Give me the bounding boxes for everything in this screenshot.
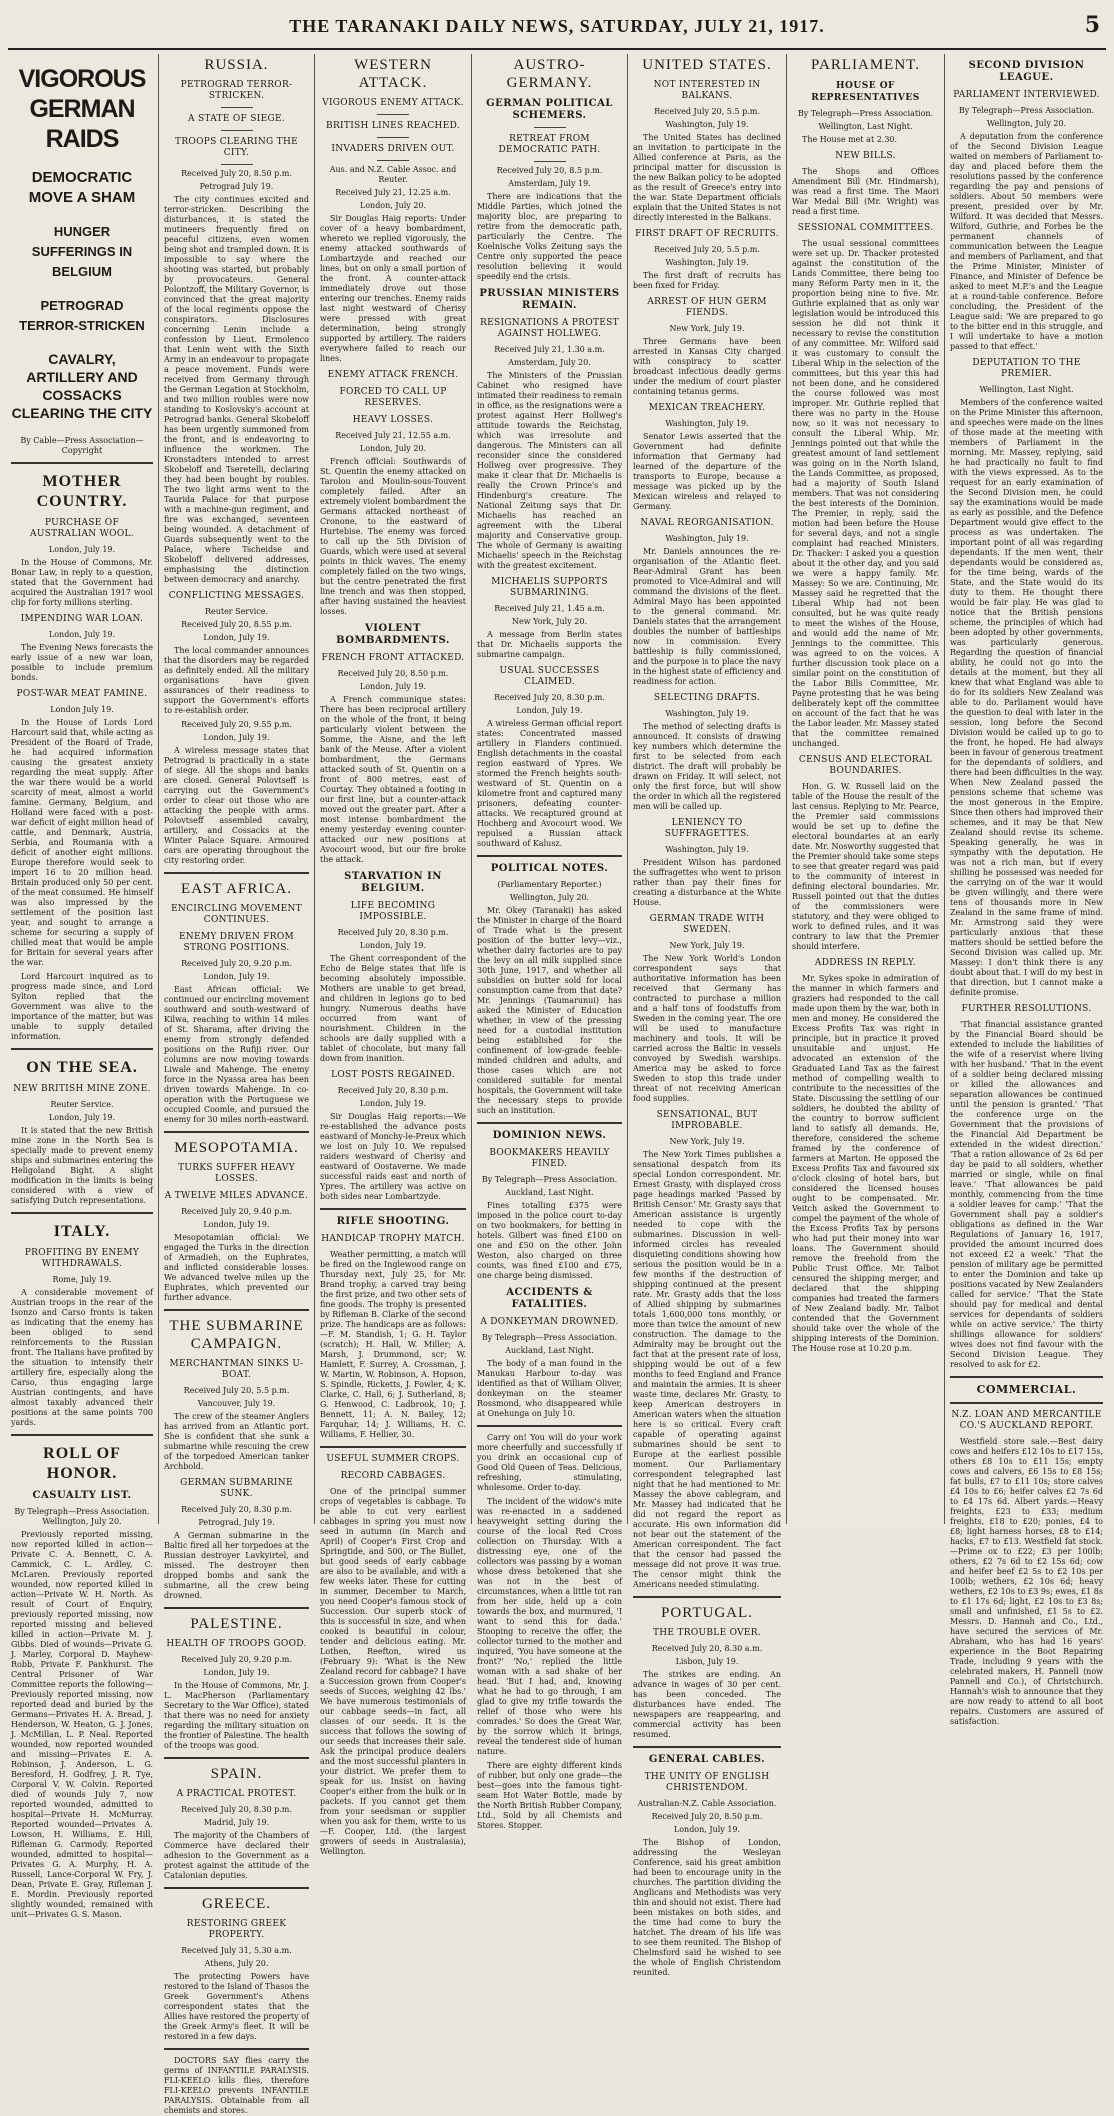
section-portugal: PORTUGAL. xyxy=(661,1605,753,1621)
dateline: Washington, July 19. xyxy=(665,709,749,718)
dateline: London, July 19. xyxy=(359,682,427,691)
dateline: Wellington, July 20. xyxy=(509,893,590,902)
article-text: Mr. Sykes spoke in admiration of the manner in which farmers and graziers had responded to the call made upon them by the war, both in men and money. He considered the Excess Profits Tax was right in principle, but in practice it proved unsuitable and unjust. He advocated an extension of the Graduated Land Tax as the fairest method of compelling wealth to contribute to the necessities of the State. Discussing the settling of our soldiers, he doubted the ability of the country to borrow sufficient land to satisfy all demands. He, therefore, considered the scheme framed by the conference of farmers at Marton. He opposed the Excess Profits Tax and favoured six o'clock closing of hotel bars, but considered the licensed houses ought to be compensated. Mr. Veitch asked the Government to compel the payment of the whole of the Excess Profits Tax by persons who had put their money into war loans. The Government should remove the freehold from the Public Trust Office. Mr. Talbot censured the shipping merger, and declared that the shipping companies had treated the farmers of New Zealand badly. Mr. Talbot contended that the Government should take over the whole of the shipping interests of the Dominion. The House rose at 10.20 p.m. xyxy=(792,974,939,1353)
headline: VIOLENT BOMBARDMENTS. xyxy=(336,623,450,646)
divider xyxy=(164,1887,309,1889)
masthead xyxy=(0,0,1114,46)
section-submarine: THE SUBMARINE CAMPAIGN. xyxy=(169,1318,304,1352)
wool-headline: PURCHASE OF AUSTRALIAN WOOL. xyxy=(30,518,134,539)
dateline: Madrid, July 19. xyxy=(203,1818,270,1827)
divider xyxy=(164,1757,309,1759)
article-text: In the House of Commons, Mr. J. L. MacPherson (Parliamentary Secretary to the War Office), stated that there was no need for anxiety regarding the military situation on the frontier of Palestine. The health of the troops was good. xyxy=(164,1681,309,1750)
section-mother-country: MOTHER COUNTRY. xyxy=(36,473,128,510)
section-commercial: COMMERCIAL. xyxy=(976,1383,1077,1396)
headline: TURKS SUFFER HEAVY LOSSES. xyxy=(178,1163,295,1184)
received-line: Received July 20, 8.50 p.m. xyxy=(337,669,449,678)
headline: A TWELVE MILES ADVANCE. xyxy=(164,1191,309,1201)
article-text: Hon. G. W. Russell laid on the table of the House the result of the last census. Replying to Mr. Pearce, the Premier said commissions would be set up to define the electoral boundaries at an early date. Mr. Nosworthy suggested that the Premier should take some steps to see that greater regard was paid to the community of interest in defining electoral boundaries. Mr. Russell pointed out that the duties of the commissioners were statutory, and they were obliged to work to defined rules, and it was contrary to law that the Premier should interfere. xyxy=(792,782,939,951)
headline: MICHAELIS SUPPORTS SUBMARINING. xyxy=(491,577,608,598)
divider xyxy=(320,1208,466,1210)
masthead-rule xyxy=(8,48,1106,50)
dateline: London, July 19. xyxy=(203,1668,270,1677)
received-line: Received July 20, 5.5 p.m. xyxy=(654,245,760,254)
headline: STARVATION IN BELGIUM. xyxy=(344,871,442,894)
article-text: The body of a man found in the Manukau Harbour to-day was identified as that of William Oliver, donkeyman on the steamer Rossmond, who disappeared while at Onehunga on July 10. xyxy=(477,1359,622,1418)
article-text: A wireless message states that Petrograd is practically in a state of siege. All the shops and banks are closed. General Polovtseff is carrying out the Government's order to clear out those who are attacking the people with arms. Polovtseff assembled cavalry, artillery, and Cossacks at the Winter Palace Square. Armoured cars are operating throughout the city restoring order. xyxy=(164,746,309,865)
article-text: A considerable movement of Austrian troops in the rear of the Isonzo and Carso fronts is taken as indicating that the enemy has been obliged to send reinforcements to the Russian front. The Italians have profited by the situation to intensify their artillery fire, especially along the Carso, thus engaging large Austrian contingents, and have almost taxably advanced their positions at the same points 700 yards. xyxy=(11,1288,153,1427)
headline: HEAVY LOSSES. xyxy=(352,415,434,425)
article-text: The majority of the Chambers of Commerce have declared their adhesion to the Government as a protest against the attitude of the Catalonian deputies. xyxy=(164,1831,309,1880)
article-text: The Ghent correspondent of the Echo de Belge states that life is becoming absolutely impossible. Mothers are unable to get bread, and children in legions go to bed hungry. Numerous deaths have occurred from want of nourishment. Children in the schools are daily supplied with a tablet of chocolate, but many fall down from inanition. xyxy=(320,954,466,1063)
dateline: Wellington, Last Night. xyxy=(979,385,1074,394)
section-roll-of-honor: ROLL OF HONOR. xyxy=(43,1445,121,1482)
headline: NAVAL REORGANISATION. xyxy=(640,518,774,528)
dateline: Athens, July 20. xyxy=(204,1959,269,1968)
dash xyxy=(377,160,409,161)
page-number: 5 xyxy=(1084,12,1100,38)
received-line: Received July 21, 1.30 a.m. xyxy=(494,345,605,354)
loan-headline: IMPENDING WAR LOAN. xyxy=(20,614,144,624)
dateline: New York, July 19. xyxy=(669,324,745,333)
section-united-states: UNITED STATES. xyxy=(642,57,772,73)
italy-headline: PROFITING BY ENEMY WITHDRAWALS. xyxy=(24,1248,140,1269)
received-line: Received July 20, 8.30 a.m. xyxy=(651,1644,763,1653)
received-line: Received July 20, 8.55 p.m. xyxy=(181,620,292,629)
received-line: Received July 20, 5.5 p.m. xyxy=(183,1386,290,1395)
article-text: Mesopotamian official: We engaged the Turks in the direction of Armadieh, on the Euphrates, and inflicted considerable losses. We advanced twelve miles up the Euphrates, which prevented our further advance. xyxy=(164,1233,309,1302)
dateline: London, July 19. xyxy=(673,1825,741,1834)
headline: PARLIAMENT INTERVIEWED. xyxy=(953,90,1100,100)
article-text: Mr. Daniels announces the re-organisation of the Atlantic fleet. Rear-Admiral Grant has been promoted to Vice-Admiral and will command the divisions of the fleet. Admiral Mayo has been appointed to the general command. Mr. Daniels states that the arrangement doubles the number of battleships now in commission. Every battleship is fully commissioned, and the purpose is to place the navy in the highest state of efficiency and readiness for action. xyxy=(633,547,781,686)
headline: A STATE OF SIEGE. xyxy=(188,114,285,124)
dateline: Washington, July 19. xyxy=(665,120,749,129)
received-line: Received July 21, 12.25 a.m. xyxy=(335,188,451,197)
received-line: Received July 21, 1.45 a.m. xyxy=(494,604,605,613)
divider xyxy=(633,1596,781,1598)
credit: Reuter Service. xyxy=(204,607,269,616)
headline: THE TROUBLE OVER. xyxy=(652,1628,762,1638)
column-4 xyxy=(472,54,627,1830)
divider xyxy=(950,1402,1103,1404)
section-on-the-sea: ON THE SEA. xyxy=(26,1059,138,1076)
credit: Reuter Service. xyxy=(50,1100,114,1109)
article-text: The protecting Powers have restored to the Island of Thasos the Greek Government's Athens correspondent states that the Allies have restored the property of the Greek Army's fleet. It will be restored in a few days. xyxy=(164,1972,309,2041)
divider xyxy=(11,462,153,464)
article-text: French official: Southwards of St. Quentin the enemy attacked on Tarolou and Moulin-sous-Touvent completely failed. After an extremely violent bombardment the Germans attacked northeast of Cronone, to the eastward of Hurtebise. The enemy was forced to call up the 5th Division of Guards, which were used at several points in thick waves. The enemy completely failed on the two wings, but the centre penetrated the first line trench and was then stopped, after having sustained the heaviest losses. xyxy=(320,457,466,616)
headline: VIGOROUS ENEMY ATTACK. xyxy=(322,98,464,108)
dash xyxy=(377,114,409,115)
dateline: London, July 19. xyxy=(203,972,270,981)
headline: USEFUL SUMMER CROPS. xyxy=(326,1454,460,1464)
credit: By Telegraph—Press Association. xyxy=(797,109,934,118)
mine-headline: NEW BRITISH MINE ZONE. xyxy=(13,1084,151,1094)
headline: ENCIRCLING MOVEMENT CONTINUES. xyxy=(171,904,302,925)
advertisement: There are eighty different kinds of rubber, but only one grade—the best—goes into the famous tight-seam Hot Water Bottle, made by the North British Rubber Company, Ltd., Sold by all Chemists and Stores. Stopper. xyxy=(477,1761,622,1830)
article-text: The crew of the steamer Anglers has arrived from an Atlantic port. She is confident that she sunk a submarine while rescuing the crew of the torpedoed American tanker Archbold. xyxy=(164,1412,309,1471)
headline: INVADERS DRIVEN OUT. xyxy=(331,144,455,154)
cable-credit: By Cable—Press Association—Copyright xyxy=(20,436,144,455)
headline: DEPUTATION TO THE PREMIER. xyxy=(972,358,1081,379)
headline: FIRST DRAFT OF RECRUITS. xyxy=(635,229,779,239)
section-austro-germany: AUSTRO-GERMANY. xyxy=(506,57,593,91)
headline: FORCED TO CALL UP RESERVES. xyxy=(339,387,447,408)
dateline: London, July 19. xyxy=(48,545,116,554)
received-line: Received July 20, 8.50 p.m. xyxy=(651,1812,763,1821)
article-text: A wireless German official report states: Concentrated massed artillery in Flanders continued. English detachments in the coastal region eastward of Ypres. We stormed the French heights south-westward of St. Quentin on a kilometre front and captured many prisoners, defeating counter-attacks. We recaptured ground at Hochberg and Avocourt wood. We repulsed a Russian attack southward of Kalusz. xyxy=(477,719,622,848)
headline: GERMAN SUBMARINE SUNK. xyxy=(180,1478,293,1499)
dateline: Petrograd, July 19. xyxy=(198,1518,275,1527)
headline: RETREAT FROM DEMOCRATIC PATH. xyxy=(498,134,601,155)
credit: Aus. and N.Z. Cable Assoc. and Reuter. xyxy=(329,165,457,184)
headline: MERCHANTMAN SINKS U-BOAT. xyxy=(169,1359,304,1380)
masthead-title: THE TARANAKI DAILY NEWS, SATURDAY, JULY 21, 1917. xyxy=(289,16,825,36)
headline: NEW BILLS. xyxy=(835,151,896,161)
dash xyxy=(377,137,409,138)
dateline: Washington, July 19. xyxy=(665,419,749,428)
article-text: Weather permitting, a match will be fired on the Inglewood range on Thursday next, July 25, for Mr. Brand trophy, a carved tray being the first prize, and two other sets of fine goods. The trophy is presented by Rifleman B. Clarke of the second prize. The handicaps are as follows:—F. M. Standish, 1; G. H. Taylor (scratch); H. Hall, W. Miller; A. Marsh, J. Drummond, scr; W. Hamlett, F. Surrey, A. Crossman, J. W. Martin, W. Robinson, A. Hopson, S. Spindle, Ricketts, J. Fowler, 4; K. Clarke, C. Hall, 6; J. Sutherland, 8; G. Henwood, C. Ladbrook, 10; J. Bennett, 11; A. N. Bailey, 12; Farquhar, 14; J. Williams, H. C. Williams, F. Hellier, 30. xyxy=(320,1250,466,1439)
headline: HEALTH OF TROOPS GOOD. xyxy=(166,1639,307,1649)
dash xyxy=(221,130,253,131)
dateline: London, July 19. xyxy=(48,630,116,639)
lead-headline: VIGOROUS GERMAN RAIDS xyxy=(18,65,146,153)
received-line: Received July 20, 5.5 p.m. xyxy=(654,107,760,116)
article-text: There are indications that the Middle Parties, which joined the majority bloc, are preparing to retire from the democratic path, particularly the Centre. The Koelnische Volks Zeitung says the Centre only supported the peace resolution believing it would speedily end the crisis. xyxy=(477,192,622,281)
article-text: A French communique states: There has been reciprocal artillery on the whole of the front, it being particularly violent between the Somme, the Aisne, and the left bank of the Meuse. After a violent bombardment, the Germans attacked south of St. Quentin on a front of 800 metres, east of Courtay. They obtained a footing in our first line, but a counter-attack moved out the greater part. After a most intense bombardment the enemy yesterday evening counter-attacked our new positions at Avocourt wood, but our fire broke the attack. xyxy=(320,695,466,864)
article-text: In the House of Lords Lord Harcourt said that, while acting as President of the Board of Trade, he had acquired information causing the greatest anxiety regarding the meat supply. After the war there would be a world scarcity of meat, almost a world famine. Germany, Belgium, and Holland were faced with a post-war deficit of eight million head of cattle, and Denmark, Austria, Serbia, and Roumania with a deficit of another eight millions. Europe therefore would seek to import 16 to 20 million head. Britain produced only 50 per cent. of the meat consumed. He himself was also impressed by the settlement of the position last year, and sought to arrange a scheme for securing a supply of chilled meat that would be ample for Britain for several years after the war. xyxy=(11,718,153,967)
headline: CONFLICTING MESSAGES. xyxy=(168,591,305,601)
article-text: Members of the conference waited on the Prime Minister this afternoon, and speeches were made on the lines of those made at the meeting with members of Parliament in the morning. Mr. Massey, replying, said he had practically no fault to find with the views expressed. As to the request for an early examination of the Second Division men, he could say the examinations would be made as early as possible, and the Defence Department would give effect to the process as was undertaken. The important point of all was regarding dependants. If the men went, their dependants would be considered as, for the time being, wards of the State, and the State would do its duty to them. He thought there would be fair play. He was glad to notice that the British pensions scheme, the principles of which had been adopted by other governments, was particularly generous. Regarding the question of financial ability, he could not go into the details at the moment, but they all knew that what England was able to do for its soldiers New Zealand was able to do. Parliament would have the question to deal with later in the session, long before the Second Division would be called up to go to the front, he hoped. He had always been in favour of generous treatment for the dependants of soldiers, and there had been difficulties in the way. When New Zealand passed the pensions scheme that scheme was the most generous in the Empire. Since then others had improved their schemes, and it may be that New Zealand should revise its scheme. Speaking generally, he was in sympathy with the deputation. He was not a rich man, but if every shilling he possessed was needed for the carrying on of the war it would be given willingly, and there were tens of thousands more in New Zealand in the same frame of mind. Mr. Armstrong said they were particularly anxious that these matters should be settled before the Second Division was called up. Mr. Massey: I don't think there is any doubt about that. I will do my best in that direction, but I cannot make a definite promise. xyxy=(950,398,1103,997)
article-text: In the House of Commons, Mr. Bonar Law, in reply to a question, stated that the Government had acquired the Australian 1917 wool clip for forty millions sterling. xyxy=(11,558,153,607)
credit: By Telegraph—Press Association. xyxy=(481,1175,618,1184)
received-line: Received July 20, 9.55 p.m. xyxy=(181,720,292,729)
column-2 xyxy=(159,54,314,2115)
headline: SESSIONAL COMMITTEES. xyxy=(797,223,934,233)
received-line: Received July 20, 8.30 p.m. xyxy=(181,1805,292,1814)
casualty-headline: CASUALTY LIST. xyxy=(32,1490,132,1501)
dateline: London, July 19. xyxy=(516,706,583,715)
divider xyxy=(477,1425,622,1427)
headline: LIFE BECOMING IMPOSSIBLE. xyxy=(350,901,436,922)
divider xyxy=(11,1212,153,1214)
article-text: It is stated that the new British mine zone in the North Sea is specially made to prevent enemy ships and submarines entering the Heligoland Bight. A slight modification in the limits is being considered with a view of satisfying Dutch representations. xyxy=(11,1126,153,1205)
dateline: London, July 19. xyxy=(359,1099,427,1108)
article-text: A message from Berlin states that Dr. Michaelis supports the submarine campaign. xyxy=(477,630,622,659)
article-text: The Ministers of the Prussian Cabinet who resigned have intimated their readiness to remain in office, as the resignations were a protest against Herr Hollweg's attitude towards the Reichstag, which was irresolute and dangerous. The Ministers can all reconsider since the considered Hollweg over progressive. They make it clear that Dr. Michaelis is really the Crown Prince's and Hindenburg's creature. The National Zeitung says that Dr. Michaelis has reached an agreement with the Liberal majority and Conservative group. The whole of Germany is awaiting Michaelis' speech in the Reichstag with the greatest excitement. xyxy=(477,371,622,570)
headline: LOST POSTS REGAINED. xyxy=(331,1070,455,1080)
dateline: New York, July 19. xyxy=(669,941,745,950)
dateline: London, July 19. xyxy=(203,1220,270,1229)
article-text: The strikes are ending. An advance in wages of 30 per cent. has been conceded. The disturbances have ended. The newspapers are reappearing, and commercial activity has been resumed. xyxy=(633,1670,781,1739)
divider xyxy=(164,2048,309,2050)
divider xyxy=(11,1434,153,1436)
headline: BRITISH LINES REACHED. xyxy=(326,121,460,131)
headline: ARREST OF HUN GERM FIENDS. xyxy=(647,297,767,318)
credit: (Parliamentary Reporter.) xyxy=(497,880,602,889)
article-text: The city continues excited and terror-stricken. Describing the disturbances, it is stated the mutineers frequently fired on peaceful citizens, even women being shot and trampled down. It is impossible to say where the shooting was started, but probably by provocateurs. General Polontzoff, the Military Governor, is convinced that the great majority of the local regiments oppose the conspirators. Disclosures concerning Lenin include a confession by Lieut. Ermolenco that Lenin went with the Sixth Army in an endeavour to propagate a peace movement. Funds were received from Germany through the German Legation at Stockholm, and two million roubles were now standing to Koslovsky's account at Petrograd banks. General Skobeloff has been urgently summoned from the front, and is endeavoring to influence the workmen. The Kronstadters intended to arrest Skobeloff and Tseretelli, declaring they had been bought by roubles. The two light arms went to the Taurida Palace for that purpose with a machine-gun regiment, and fire was exchanged, seventeen being wounded. A detachment of Guards subsequently went to the Palace, where Tscheidse and Skobeloff delivered addresses, emphasising the distinction between democracy and anarchy. xyxy=(164,195,309,584)
article-text: Sir Douglas Haig reports:—We re-established the advance posts eastward of Monchy-le-Preux which we lost on July 10. We repulsed raiders westward of Cherisy and eastward of Oostaverne. We made successful raids east and north of Ypres. The artillery was active on both sides near Lombartzyde. xyxy=(320,1112,466,1201)
headline: A PRACTICAL PROTEST. xyxy=(176,1789,297,1799)
divider xyxy=(477,1122,622,1124)
section-russia: RUSSIA. xyxy=(204,57,269,73)
article-text: A deputation from the conference of the Second Division League waited on members of Parliament to-day and placed before them the resolutions passed by the conference regarding the pay and pensions of soldiers. About 50 members were present, presided over by Mr. Wilford. It was decided that Messrs. Wilford, Guthrie, and Forbes be the permanent channels of communication between the League and members of Parliament, and that the Prime Minister, Minister of Finance, and Minister of Defence be asked to meet M.P.'s and the League at a round-table conference. Before concluding, the President of the League said: 'We are prepared to go to the bitter end in this struggle, and I will undertake to have a motion passed to that effect.' xyxy=(950,132,1103,351)
article-text: The method of selecting drafts is announced. It consists of drawing key numbers which determine the first to be selected from each district. The draft will probably be drawn on Friday. It will select, not only the first force, but will show the order in which all the registered men will be called up. xyxy=(633,722,781,811)
article-text: The House met at 2.30. xyxy=(802,135,898,144)
divider xyxy=(320,1446,466,1448)
divider xyxy=(633,1746,781,1748)
dateline: New York, July 19. xyxy=(669,1137,745,1146)
article-text: The usual sessional committees were set up. Dr. Thacker protested against the constitution of the Lands Committee, there being too many Reform Party men in it, the proportion being nine to five. Mr. Guthrie explained that as only war legislation would be introduced this session he did not think it necessary to revise the constitution of any committee. Mr. Wilford said it was customary to consult the Liberal Whip in the selection of the committees, but this year this had not been done, and he considered the course followed was most improper. Mr. Guthrie replied that there was no party in the House now, so it was not necessary to consult the Liberal Whip. Mr. Jennings pointed out that while the greatest amount of land settlement was going on in the North Island, the Lands Committee, as proposed, had a majority of South Island members. That was not considering the best interests of the Dominion. The Premier, in reply, said the motion had been before the House for several days, and not a single complaint had reached Ministers. Dr. Thacker: I asked you a question about it the other day, and you said we were a happy family. Mr. Massey: So we are. Continuing, Mr. Massey said he regretted that the Liberal Whip had not been consulted, but he was quite ready to meet the wishes of the House, and would add the name of Mr. Jennings to the committee. This was agreed to on the voices. A further discussion took place on a similar point on the constitution of the Labor Bills Committee, Mr. Payne protesting that he was being deliberately kept off the committee on account of the fact that he was the Labor leader. Mr. Massey stated that the committee remained unchanged. xyxy=(792,239,939,748)
divider xyxy=(164,872,309,874)
divider xyxy=(164,1607,309,1609)
dateline: Rome, July 19. xyxy=(52,1275,112,1284)
received-line: Received July 20, 8.30 p.m. xyxy=(337,1086,449,1095)
received-line: Received July 20, 9.20 p.m. xyxy=(181,1655,292,1664)
article-text: Lord Harcourt inquired as to progress made since, and Lord Sylton replied that the Government was alive to the importance of the matter, but was unable to supply detailed information. xyxy=(11,972,153,1041)
dateline: London, July 20. xyxy=(359,444,427,453)
headline: GERMAN TRADE WITH SWEDEN. xyxy=(649,914,765,935)
headline: NOT INTERESTED IN BALKANS. xyxy=(653,80,761,101)
article-text: The first draft of recruits has been fixed for Friday. xyxy=(633,271,781,290)
famine-headline: POST-WAR MEAT FAMINE. xyxy=(16,689,148,699)
dateline: Vancouver, July 19. xyxy=(197,1399,276,1408)
received-line: Received July 20, 9.20 p.m. xyxy=(181,959,292,968)
article-text: Previously reported missing, now reported killed in action—Private C. A. Bennett, C. A. Cammick, C. L. Ardley, C. McLaren. Previously reported wounded, now reported killed in action—Private W. H. North. As result of Court of Enquiry, previously reported missing, now reported missing and believed killed in action—Private M. J. Gibbs. Died of wounds—Private G. J. Marley, Corporal D. Mayhew-Robb, Private F. Pankhurst. The Central Prisoner of War Committee reports the following—Previously reported missing, now reported dead and buried by the Germans—Privates H. A. Bread, J. Henderson, W. Heaton, G. J. Jones, J. McMillan, L. P. Neal. Reported wounded, now reported wounded and missing—Privates E. A. Robinson, J. Anderson, L. G. Beresford, H. Godfrey, J. R. Tye, Corporal V. W. Colvin. Reported died of wounds July 7, now reported wounded, admitted to hospital—Private H. McMurray. Reported wounded—Privates A. Lowson, H. Williams, E. Hill, Rifleman G. Carmody. Reported wounded, admitted to hospital—Privates G. A. Murphy, H. A. Russell, Lance-Corporal W. Fry, J. Dean, Private E. Gray, Rifleman J. E. Mordin. Previously reported slightly wounded, remained with unit—Privates G. S. Mason. xyxy=(11,1530,153,1919)
dash xyxy=(221,164,253,165)
article-text: Senator Lewis asserted that the Government had definite information that Germany had learned of the departure of the transports to Europe, because a message was picked up by the Mexican wireless and relayed to Germany. xyxy=(633,432,781,511)
headline: SELECTING DRAFTS. xyxy=(653,693,761,703)
dateline: Wellington, July 20. xyxy=(986,119,1067,128)
section-general-cables: GENERAL CABLES. xyxy=(648,1754,766,1765)
column-3 xyxy=(315,54,471,1856)
dateline: London, July 19. xyxy=(359,941,427,950)
article-text: The local commander announces that the disorders may be regarded as definitely ended. All the military organisations have given assurances of their readiness to support the Government's efforts to re-establish order. xyxy=(164,646,309,715)
dateline: Amsterdam, July 19. xyxy=(508,179,591,188)
headline: A DONKEYMAN DROWNED. xyxy=(480,1317,619,1327)
received-line: Received July 20, 9.40 p.m. xyxy=(181,1207,292,1216)
dateline: London July 19. xyxy=(50,705,114,714)
column-6 xyxy=(787,54,944,1524)
dateline: Washington, July 19. xyxy=(665,845,749,854)
credit: By Telegraph—Press Association. xyxy=(958,106,1095,115)
column-7 xyxy=(945,54,1108,1726)
subhead-cavalry: CAVALRY, ARTILLERY AND COSSACKS CLEARING THE CITY xyxy=(11,351,153,421)
section-dominion-news: DOMINION NEWS. xyxy=(492,1130,607,1141)
dateline: Lisbon, July 19. xyxy=(675,1657,739,1666)
article-text: Three Germans have been arrested in Kansas City charged with conspiracy to scatter broadcast infectious deadly germs under the medium of court plaster containing tetanus germs. xyxy=(633,337,781,396)
advertisement: Carry on! You will do your work more cheerfully and successfully if you drink an occasional cup of Good Old Queen of Teas. Delicious, refreshing, stimulating, wholesome. Order to-day. xyxy=(477,1433,622,1492)
headline: PETROGRAD TERROR-STRICKEN. xyxy=(180,80,293,101)
article-text: Westfield store sale.—Best dairy cows and heifers £12 10s to £17 15s, others £8 10s to £11 15s; empty cows and calvers, £6 15s to £8 15s; fat bulls, £7 to £11 10s; store calves £4 10s to £6; heifer calves £2 7s 6d to £4 17s 6d. Albert yards.—Heavy freights, £23 to £33; medium freights, £18 to £20; ponies, £4 to £8; light harness horses, £8 to £14; hacks, £7 to £13. Westfield fat stock.—Prime ox to £22; £3 per 100lb; others, £2 7s 6d to £2 15s 6d; cow and heifer beef £2 5s to £2 10s per 100lb; wethers, £2 10s 6d; heavy wethers, £2 10s to £3 9s; ewes, £1 8s to £1 17s 6d; light, £2 10s to £3 8s; small and unfinished, £1 5s to £2. Messrs. D. Hannah and Co., Ltd., have secured the services of Mr. Abraham, who has had 16 years' experience in the Boot Repairing Trade, including 9 years with the celebrated makers, H. Pannell (now Pannell and Co.), of Christchurch. Hannah's wish to announce that they are now ready to attend to all boot repairs. Customers are assured of satisfaction. xyxy=(950,1437,1103,1726)
article-text: The Shops and Offices Amendment Bill (Mr. Hindmarsh), was read a first time. The Maori War Medal Bill (Mr. Wright) was read a first time. xyxy=(792,167,939,216)
headline: ENEMY DRIVEN FROM STRONG POSITIONS. xyxy=(178,932,295,953)
subhead-petrograd: PETROGRAD TERROR-STRICKEN xyxy=(19,298,145,333)
credit: By Telegraph—Press Association. Wellington, July 20. xyxy=(14,1507,150,1526)
column-1 xyxy=(6,54,158,1919)
headline: PRUSSIAN MINISTERS REMAIN. xyxy=(479,288,620,311)
section-italy: ITALY. xyxy=(53,1223,111,1240)
divider xyxy=(477,855,622,857)
dateline: New York, July 20. xyxy=(512,617,587,626)
divider xyxy=(164,1309,309,1311)
section-palestine: PALESTINE. xyxy=(190,1616,283,1632)
section-east-africa: EAST AFRICA. xyxy=(181,881,292,897)
section-rifle-shooting: RIFLE SHOOTING. xyxy=(336,1216,450,1227)
credit: Australian-N.Z. Cable Association. xyxy=(637,1799,777,1808)
headline: RESTORING GREEK PROPERTY. xyxy=(186,1919,287,1940)
headline: GERMAN POLITICAL SCHEMERS. xyxy=(486,98,613,121)
headline: BOOKMAKERS HEAVILY FINED. xyxy=(489,1148,610,1169)
divider xyxy=(11,1048,153,1050)
article-text: The Evening News forecasts the early issue of a new war loan, possible to include premium bonds. xyxy=(11,643,153,682)
headline: HOUSE OF REPRESENTATIVES xyxy=(811,81,920,103)
section-greece: GREECE. xyxy=(201,1896,272,1912)
divider xyxy=(164,1131,309,1133)
dateline: London, July 19. xyxy=(48,1113,116,1122)
article-text: Fines totalling £375 were imposed in the police court to-day on two bookmakers, for betting in hotels. Gilbert was fined £100 on one and £50 on the other. John Weston, also charged on three counts, was fined £100 and £75, one charge being dismissed. xyxy=(477,1201,622,1280)
article-text: Sir Douglas Haig reports: Under cover of a heavy bombardment, whereto we replied vigorously, the enemy attacked southwards of Lombartzyde and reached our lines, but on only a small portion of the front. A counter-attack immediately drove out those entering our trenches. Enemy raids last night westward of Cherisy were pressed with great determination, being strongly supported by artillery. The raiders everywhere failed to reach our lines. xyxy=(320,214,466,363)
headline: FURTHER RESOLUTIONS. xyxy=(961,1004,1092,1014)
section-parliament: PARLIAMENT. xyxy=(811,57,920,73)
article-text: President Wilson has pardoned the suffragettes who went to prison rather than pay their fines for creating a disturbance at the White House. xyxy=(633,858,781,907)
column-5 xyxy=(628,54,786,1977)
article-text: The Bishop of London, addressing the Wesleyan Conference, said his great ambition had been to encourage unity in the churches. The partition dividing the Anglicans and Methodists was very thin and should not exist. There had been mistakes on both sides, and the time had come to bury the hatchet. The dream of his life was to see them reunited. The Bishop of Chelmsford said he wished to see the whole of English Christendom reunited. xyxy=(633,1838,781,1977)
subhead-hunger: HUNGER SUFFERINGS IN BELGIUM xyxy=(31,224,133,279)
dateline: London, July 19. xyxy=(203,733,270,742)
headline: ENEMY ATTACK FRENCH. xyxy=(327,370,459,380)
subhead-democratic: DEMOCRATIC MOVE A SHAM xyxy=(28,169,136,206)
headline: RESIGNATIONS A PROTEST AGAINST HOLLWEG. xyxy=(480,318,619,339)
headline: FRENCH FRONT ATTACKED. xyxy=(321,653,465,663)
article-text: Mr. Okey (Taranaki) has asked the Minister in charge of the Board of Trade what is the present position of the butter levy—viz., whether dairy factories are to pay the levy on all milk supplied since 30th June, 1917, and whether all subsidies on butter sold for local consumption came from that date? Mr. Jennings (Taumarunui) has asked the Minister of Education whether, in view of the pressing need for a custodial institution being established for the confinement of low-grade feeble-minded children and adults, and those cases which are not considered suitable for mental hospitals, the Government will take the necessary steps to provide such an institution. xyxy=(477,906,622,1115)
dateline: Washington, July 19. xyxy=(665,534,749,543)
dateline: Wellington, Last Night. xyxy=(818,122,913,131)
received-line: Received July 20, 8.50 p.m. xyxy=(181,169,292,178)
received-line: Received July 20, 8.30 p.m. xyxy=(337,928,449,937)
headline: USUAL SUCCESSES CLAIMED. xyxy=(499,666,600,687)
headline: N.Z. LOAN AND MERCANTILE CO.'S AUCKLAND REPORT. xyxy=(951,1410,1102,1431)
advertisement: One of the principal summer crops of vegetables is cabbage. To be able to cut very earliest cabbages in spring you must now seed in autumn (in March and April) of Cooper's First Crop and Springtide, and 500, or The Bullet, but good seeds of early cabbage are also to be available, and with a few weeks later. These for cutting in summer, December to March, you need Cooper's famous stock of Succession. Our superb stock of this is successful in size, and when cooked is beautiful in colour, tender and delicious eating. Mr. Lothen, Reefton, wired us (February 9): 'What is the New Zealand record for cabbage? I have a Succession grown from Cooper's seeds of Succes, weighing 42 lbs.' We have numerous testimonials of our cabbage seeds—in fact, all classes of our seeds. It is the success that follows the sowing of our seeds that increases their sale. Ask the principal produce dealers and the most successful planters in your district. We prefer them to speak for us. Insist on having Cooper's either from the bulk or in packets. If you cannot get them from your seedsman or supplier when you ask for them, write to us—F. Cooper, Ltd. (the largest growers of seeds in Australasia), Wellington. xyxy=(320,1487,466,1856)
article-text: 'That financial assistance granted by the Financial Board should be extended to include the liabilities of the wife of a reservist where living with her husband.' 'That in the event of a soldier being declared missing or killed the allowances and separation allowances be continued until the pension is granted.' 'That the conference urge on the Government that the provisions of the Financial Aid Department be extended in the widest direction.' 'That a ration allowance of 2s 6d per day be paid to all soldiers, whether married or single, while on final leave.' 'That allowances be paid monthly, commencing from the time a soldier leaves for camp.' 'That the Government shall pay a soldier's obligations as defined in the War Regulations of January 16, 1917, provided the amount incurred does not exceed £2 a week.' 'That the pension of military age be permitted to enter the Dominion and take up positions vacated by New Zealanders called for service.' 'That the State should pay for medical and dental services for dependants of soldiers while on active service.' The thirty shillings allowance for soldiers' wives does not find favour with the Second Division League. They resolved to ask for £2. xyxy=(950,1020,1103,1369)
received-line: Received July 31, 5.30 a.m. xyxy=(181,1946,292,1955)
dash xyxy=(534,161,566,162)
received-line: Received July 21, 12.55 a.m. xyxy=(335,431,451,440)
headline: HANDICAP TROPHY MATCH. xyxy=(321,1234,465,1244)
article-text: The incident of the widow's mite was re-enacted in a saddened heavyweight setting during the course of the local Red Cross collection on Thursday. With a distressing eye, one of the collectors was passing by a woman whose dress betokened that she was not in the best of circumstances, when a little tot ran from her side, held up a coin towards the box, and murmured, 'I want to send this for dada.' Stooping to receive the offer, the collector turned to the mother and inquired, 'You have someone at the front?' 'No,' replied the little woman with a sad shake of her head. 'But I had, and, knowing what he had to go through, I am glad to give my trifle towards the relief of those who were his comrades.' So does the Great War, by the sorrow which it brings, reveal the tenderest side of human nature. xyxy=(477,1497,622,1756)
headline: MEXICAN TREACHERY. xyxy=(648,403,766,413)
article-text: The United States has declined an invitation to participate in the Allied conference at Paris, as the principal matter for discussion is the new Balkan policy to be adopted as the result of Greece's entry into the war. State Department officials explain that the United States is not directly interested in the Balkans. xyxy=(633,133,781,222)
headline: SENSATIONAL, BUT IMPROBABLE. xyxy=(656,1110,758,1131)
section-spain: SPAIN. xyxy=(210,1766,263,1782)
divider xyxy=(950,1376,1103,1378)
headline: THE UNITY OF ENGLISH CHRISTENDOM. xyxy=(644,1772,770,1793)
dateline: Washington, July 19. xyxy=(665,258,749,267)
section-political-notes: POLITICAL NOTES. xyxy=(490,863,609,874)
dateline: Auckland, Last Night. xyxy=(505,1346,594,1355)
dateline: Amsterdam, July 20. xyxy=(508,358,591,367)
received-line: Received July 20, 8.30 p.m. xyxy=(494,693,605,702)
credit: By Telegraph—Press Association. xyxy=(481,1333,618,1342)
dateline: London, July 20. xyxy=(359,201,427,210)
headline: TROOPS CLEARING THE CITY. xyxy=(175,137,298,158)
dateline: London, July 19. xyxy=(203,633,270,642)
article-text: The New York World's London correspondent says that authoritative information has been received that Germany has contracted to purchase a million and a half tons of foodstuffs from Sweden in the coming year. The ore will be used to manufacture machinery and tools. It will be carried across the Baltic in vessels convoyed by Swedish warships. America may be asked to force Sweden to stop this trade under threat of not receiving American food supplies. xyxy=(633,954,781,1103)
section-second-division-league: SECOND DIVISION LEAGUE. xyxy=(968,60,1085,83)
section-mesopotamia: MESOPOTAMIA. xyxy=(174,1140,299,1156)
headline: LENIENCY TO SUFFRAGETTES. xyxy=(664,818,750,839)
headline: ADDRESS IN REPLY. xyxy=(814,958,917,968)
article-text: A German submarine in the Baltic fired all her torpedoes at the Russian destroyer Lavkyirtel, and missed. The destroyer then dropped bombs and sank the submarine, all the crew being drowned. xyxy=(164,1531,309,1600)
dash xyxy=(221,107,253,108)
section-western-attack: WESTERN ATTACK. xyxy=(354,57,432,91)
headline: CENSUS AND ELECTORAL BOUNDARIES. xyxy=(798,755,933,776)
section-accidents: ACCIDENTS & FATALITIES. xyxy=(506,1287,593,1310)
article-text: The New York Times publishes a sensational despatch from its special London correspondent. Mr. Ernest Grasty, with displayed cross page headings marked 'Passed by British Censor.' Mr. Grasty says that American assistance is urgently needed to cope with the submarines. Discussion in well-informed circles has revealed disquieting conditions showing how serious the position would be in a few months if the destruction of shipping continued at the present rate. Mr. Grasty adds that the loss of Allied shipping by submarines totals 1,600,000 tons monthly, or more than twice the amount of new construction. The damage to the Admiralty may be brought out the fact that at the present rate of loss, shipping would be out of a few months to feed England and France and maintain the armies. It is sheer waste time, declares Mr. Grasty, to keep American destroyers in American waters when the situation here is so critical. Every craft capable of operating against submarines should be sent to Europe at the earliest possible moment. Our Parliamentary correspondent telegraphed last night that he had mentioned to Mr. Massey the above cablegram, and Mr. Massey had indicated that he did not regard the report as accurate. His own information did not bear out the statement of the American correspondent. The fact that the censor had passed the message did not prove it was true. The censor might think the Americans needed stimulating. xyxy=(633,1150,781,1589)
received-line: Received July 20, 8.30 p.m. xyxy=(181,1505,292,1514)
received-line: Received July 20, 8.5 p.m. xyxy=(496,166,603,175)
article-text: East African official: We continued our encircling movement southward and south-westward of Kilwa, reaching to within 14 miles of St. Sharama, after driving the enemy from strongly defended positions on the Rufiji river. Our columns are now moving towards Liwale and Mahenge. The enemy force in the Nyassa area has been driven towards Mahenge. In co-operation with the Portuguese we occupied Coomle, and pursued the enemy for 30 miles north-eastward. xyxy=(164,985,310,1124)
headline: RECORD CABBAGES. xyxy=(340,1471,446,1481)
dash xyxy=(534,127,566,128)
dateline: Petrograd July 19. xyxy=(199,182,274,191)
dateline: Auckland, Last Night. xyxy=(505,1188,594,1197)
advertisement: DOCTORS SAY flies carry the germs of INFANTILE PARALYSIS. FLI-KEELO kills flies, therefore FLI-KEELO prevents INFANTILE PARALYSIS. Obtainable from all chemists and stores. xyxy=(164,2056,309,2115)
